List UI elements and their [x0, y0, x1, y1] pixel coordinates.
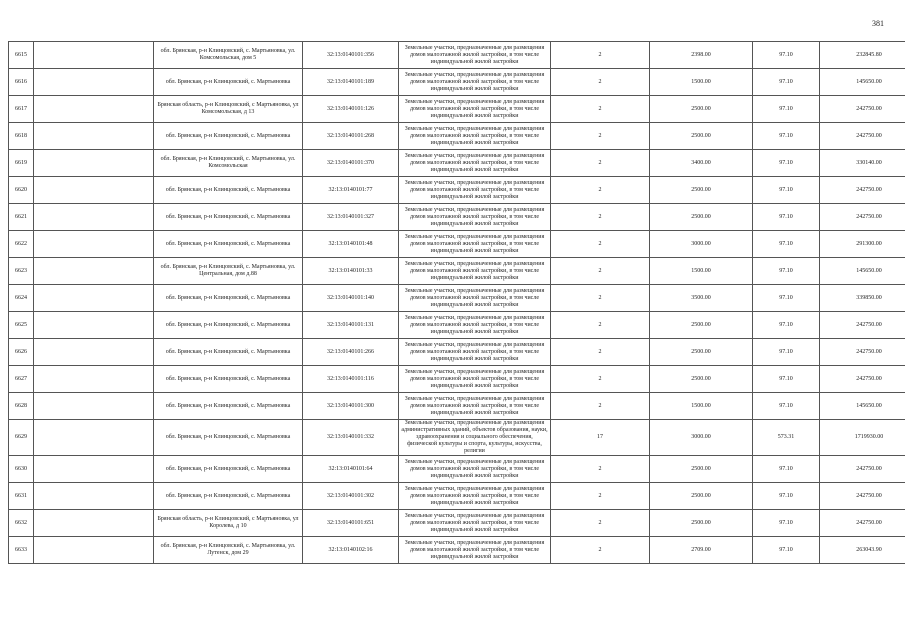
- group-cell: 2: [551, 339, 650, 366]
- rate-cell: 97.10: [753, 339, 820, 366]
- area-cell: 2398.00: [650, 42, 753, 69]
- rate-cell: 97.10: [753, 42, 820, 69]
- address-cell: обл. Брянская, р-н Клинцовский, с. Мартьяновка: [154, 69, 303, 96]
- row-number: 6618: [9, 123, 34, 150]
- cadastral-value-cell: 242750.00: [820, 204, 905, 231]
- table-row: [9, 231, 905, 258]
- row-number: 6622: [9, 231, 34, 258]
- area-cell: 2500.00: [650, 177, 753, 204]
- empty-cell: [34, 312, 154, 339]
- cadastral-value-cell: 1719930.00: [820, 420, 905, 456]
- cadastral-number-cell: 32:13:0140101:300: [303, 393, 399, 420]
- row-number: 6630: [9, 456, 34, 483]
- row-number: 6621: [9, 204, 34, 231]
- land-use-cell: Земельные участки, предназначенные для размещения домов малоэтажной жилой застройки, в том числе индивидуальной жилой застройки: [399, 204, 551, 231]
- land-use-cell: Земельные участки, предназначенные для размещения домов малоэтажной жилой застройки, в том числе индивидуальной жилой застройки: [399, 150, 551, 177]
- address-cell: обл. Брянская, р-н Клинцовский, с. Мартьяновка: [154, 420, 303, 456]
- cadastral-value-cell: 242750.00: [820, 339, 905, 366]
- area-cell: 3400.00: [650, 150, 753, 177]
- row-number: 6624: [9, 285, 34, 312]
- empty-cell: [34, 96, 154, 123]
- address-cell: обл. Брянская, р-н Клинцовский, с. Мартьяновка, ул. Комсомольская: [154, 150, 303, 177]
- group-cell: 2: [551, 510, 650, 537]
- address-cell: обл. Брянская, р-н Клинцовский, с. Мартьяновка, ул. Комсомольская, дом 5: [154, 42, 303, 69]
- empty-cell: [34, 285, 154, 312]
- area-cell: 1500.00: [650, 69, 753, 96]
- address-cell: обл. Брянская, р-н Клинцовский, с. Мартьяновка, ул. Лутенск, дом 29: [154, 537, 303, 564]
- cadastral-value-cell: 242750.00: [820, 456, 905, 483]
- cadastral-value-cell: 145650.00: [820, 258, 905, 285]
- empty-cell: [34, 456, 154, 483]
- table-row: [9, 204, 905, 231]
- land-use-cell: Земельные участки, предназначенные для размещения домов малоэтажной жилой застройки, в том числе индивидуальной жилой застройки: [399, 42, 551, 69]
- rate-cell: 97.10: [753, 96, 820, 123]
- cadastral-number-cell: 32:13:0140101:268: [303, 123, 399, 150]
- cadastral-number-cell: 32:13:0140101:332: [303, 420, 399, 456]
- rate-cell: 573.31: [753, 420, 820, 456]
- empty-cell: [34, 150, 154, 177]
- address-cell: обл. Брянская, р-н Клинцовский, с. Мартьяновка: [154, 123, 303, 150]
- address-cell: обл. Брянская, р-н Клинцовский, с. Мартьяновка: [154, 456, 303, 483]
- cadastral-number-cell: 32:13:0140101:64: [303, 456, 399, 483]
- land-use-cell: Земельные участки, предназначенные для размещения домов малоэтажной жилой застройки, в том числе индивидуальной жилой застройки: [399, 123, 551, 150]
- cadastral-number-cell: 32:13:0140101:356: [303, 42, 399, 69]
- rate-cell: 97.10: [753, 69, 820, 96]
- row-number: 6632: [9, 510, 34, 537]
- address-cell: обл. Брянская, р-н Клинцовский, с. Мартьяновка: [154, 204, 303, 231]
- cadastral-value-cell: 232845.80: [820, 42, 905, 69]
- empty-cell: [34, 258, 154, 285]
- land-parcels-table: [8, 41, 905, 564]
- area-cell: 3500.00: [650, 285, 753, 312]
- table-row: [9, 285, 905, 312]
- cadastral-number-cell: 32:13:0140101:302: [303, 483, 399, 510]
- rate-cell: 97.10: [753, 258, 820, 285]
- cadastral-number-cell: 32:13:0140101:48: [303, 231, 399, 258]
- cadastral-value-cell: 330140.00: [820, 150, 905, 177]
- address-cell: обл. Брянская, р-н Клинцовский, с. Мартьяновка: [154, 393, 303, 420]
- land-use-cell: Земельные участки, предназначенные для размещения домов малоэтажной жилой застройки, в том числе индивидуальной жилой застройки: [399, 537, 551, 564]
- group-cell: 2: [551, 366, 650, 393]
- empty-cell: [34, 510, 154, 537]
- area-cell: 2500.00: [650, 204, 753, 231]
- group-cell: 2: [551, 456, 650, 483]
- address-cell: обл. Брянская, р-н Клинцовский, с. Мартьяновка: [154, 366, 303, 393]
- land-use-cell: Земельные участки, предназначенные для размещения домов малоэтажной жилой застройки, в том числе индивидуальной жилой застройки: [399, 96, 551, 123]
- empty-cell: [34, 420, 154, 456]
- address-cell: обл. Брянская, р-н Клинцовский, с. Мартьяновка: [154, 231, 303, 258]
- row-number: 6625: [9, 312, 34, 339]
- table-body: [9, 42, 905, 564]
- table-row: [9, 312, 905, 339]
- row-number: 6615: [9, 42, 34, 69]
- row-number: 6619: [9, 150, 34, 177]
- cadastral-value-cell: 242750.00: [820, 312, 905, 339]
- row-number: 6627: [9, 366, 34, 393]
- table-row: [9, 510, 905, 537]
- rate-cell: 97.10: [753, 150, 820, 177]
- cadastral-value-cell: 242750.00: [820, 483, 905, 510]
- row-number: 6617: [9, 96, 34, 123]
- area-cell: 1500.00: [650, 258, 753, 285]
- group-cell: 2: [551, 537, 650, 564]
- rate-cell: 97.10: [753, 285, 820, 312]
- cadastral-number-cell: 32:13:0140101:651: [303, 510, 399, 537]
- area-cell: 2500.00: [650, 510, 753, 537]
- row-number: 6623: [9, 258, 34, 285]
- rate-cell: 97.10: [753, 177, 820, 204]
- row-number: 6633: [9, 537, 34, 564]
- land-use-cell: Земельные участки, предназначенные для размещения домов малоэтажной жилой застройки, в том числе индивидуальной жилой застройки: [399, 393, 551, 420]
- table-row: [9, 69, 905, 96]
- empty-cell: [34, 204, 154, 231]
- table-row: [9, 420, 905, 456]
- group-cell: 2: [551, 123, 650, 150]
- group-cell: 2: [551, 258, 650, 285]
- group-cell: 2: [551, 69, 650, 96]
- rate-cell: 97.10: [753, 510, 820, 537]
- land-use-cell: Земельные участки, предназначенные для размещения домов малоэтажной жилой застройки, в том числе индивидуальной жилой застройки: [399, 366, 551, 393]
- rate-cell: 97.10: [753, 393, 820, 420]
- land-use-cell: Земельные участки, предназначенные для размещения домов малоэтажной жилой застройки, в том числе индивидуальной жилой застройки: [399, 339, 551, 366]
- page-number: 381: [872, 19, 884, 28]
- land-use-cell: Земельные участки, предназначенные для размещения административных зданий, объектов образования, науки, здравоохранения и социального обеспечения, физической культуры и спорта, культуры, искусства, религии: [399, 420, 551, 456]
- table-row: [9, 537, 905, 564]
- cadastral-number-cell: 32:13:0140101:126: [303, 96, 399, 123]
- address-cell: обл. Брянская, р-н Клинцовский, с. Мартьяновка: [154, 312, 303, 339]
- table-row: [9, 42, 905, 69]
- cadastral-value-cell: 339850.00: [820, 285, 905, 312]
- empty-cell: [34, 177, 154, 204]
- cadastral-number-cell: 32:13:0140101:77: [303, 177, 399, 204]
- area-cell: 3000.00: [650, 231, 753, 258]
- land-use-cell: Земельные участки, предназначенные для размещения домов малоэтажной жилой застройки, в том числе индивидуальной жилой застройки: [399, 258, 551, 285]
- address-cell: обл. Брянская, р-н Клинцовский, с. Мартьяновка: [154, 285, 303, 312]
- table-row: [9, 96, 905, 123]
- area-cell: 2500.00: [650, 96, 753, 123]
- group-cell: 2: [551, 150, 650, 177]
- address-cell: обл. Брянская, р-н Клинцовский, с. Мартьяновка: [154, 177, 303, 204]
- cadastral-number-cell: 32:13:0140101:327: [303, 204, 399, 231]
- table-row: [9, 483, 905, 510]
- area-cell: 2500.00: [650, 366, 753, 393]
- row-number: 6629: [9, 420, 34, 456]
- empty-cell: [34, 537, 154, 564]
- area-cell: 1500.00: [650, 393, 753, 420]
- land-use-cell: Земельные участки, предназначенные для размещения домов малоэтажной жилой застройки, в том числе индивидуальной жилой застройки: [399, 510, 551, 537]
- land-use-cell: Земельные участки, предназначенные для размещения домов малоэтажной жилой застройки, в том числе индивидуальной жилой застройки: [399, 285, 551, 312]
- address-cell: обл. Брянская, р-н Клинцовский, с. Мартьяновка, ул. Центральная, дом д.88: [154, 258, 303, 285]
- empty-cell: [34, 231, 154, 258]
- area-cell: 2500.00: [650, 456, 753, 483]
- area-cell: 2500.00: [650, 312, 753, 339]
- cadastral-number-cell: 32:13:0140101:266: [303, 339, 399, 366]
- area-cell: 2500.00: [650, 339, 753, 366]
- cadastral-value-cell: 242750.00: [820, 510, 905, 537]
- group-cell: 2: [551, 483, 650, 510]
- group-cell: 2: [551, 393, 650, 420]
- group-cell: 17: [551, 420, 650, 456]
- cadastral-number-cell: 32:13:0140101:33: [303, 258, 399, 285]
- group-cell: 2: [551, 204, 650, 231]
- land-use-cell: Земельные участки, предназначенные для размещения домов малоэтажной жилой застройки, в том числе индивидуальной жилой застройки: [399, 69, 551, 96]
- cadastral-number-cell: 32:13:0140102:16: [303, 537, 399, 564]
- area-cell: 2500.00: [650, 483, 753, 510]
- empty-cell: [34, 366, 154, 393]
- address-cell: Брянская область, р-н Клинцовский, с Мартьяновка, ул Комсомольская, д 13: [154, 96, 303, 123]
- group-cell: 2: [551, 177, 650, 204]
- table-row: [9, 393, 905, 420]
- rate-cell: 97.10: [753, 456, 820, 483]
- group-cell: 2: [551, 231, 650, 258]
- address-cell: обл. Брянская, р-н Клинцовский, с. Мартьяновка: [154, 483, 303, 510]
- empty-cell: [34, 339, 154, 366]
- table-row: [9, 339, 905, 366]
- land-use-cell: Земельные участки, предназначенные для размещения домов малоэтажной жилой застройки, в том числе индивидуальной жилой застройки: [399, 456, 551, 483]
- cadastral-value-cell: 291300.00: [820, 231, 905, 258]
- row-number: 6628: [9, 393, 34, 420]
- cadastral-number-cell: 32:13:0140101:116: [303, 366, 399, 393]
- address-cell: обл. Брянская, р-н Клинцовский, с. Мартьяновка: [154, 339, 303, 366]
- rate-cell: 97.10: [753, 537, 820, 564]
- rate-cell: 97.10: [753, 366, 820, 393]
- cadastral-number-cell: 32:13:0140101:189: [303, 69, 399, 96]
- cadastral-number-cell: 32:13:0140101:131: [303, 312, 399, 339]
- cadastral-value-cell: 242750.00: [820, 177, 905, 204]
- rate-cell: 97.10: [753, 483, 820, 510]
- address-cell: Брянская область, р-н Клинцовский, с Мартьяновка, ул Королева, д 10: [154, 510, 303, 537]
- group-cell: 2: [551, 285, 650, 312]
- cadastral-value-cell: 242750.00: [820, 366, 905, 393]
- area-cell: 3000.00: [650, 420, 753, 456]
- area-cell: 2709.00: [650, 537, 753, 564]
- rate-cell: 97.10: [753, 123, 820, 150]
- empty-cell: [34, 393, 154, 420]
- empty-cell: [34, 42, 154, 69]
- table-row: [9, 366, 905, 393]
- rate-cell: 97.10: [753, 312, 820, 339]
- table-row: [9, 177, 905, 204]
- row-number: 6626: [9, 339, 34, 366]
- table-row: [9, 258, 905, 285]
- land-use-cell: Земельные участки, предназначенные для размещения домов малоэтажной жилой застройки, в том числе индивидуальной жилой застройки: [399, 231, 551, 258]
- group-cell: 2: [551, 312, 650, 339]
- cadastral-value-cell: 145650.00: [820, 393, 905, 420]
- land-use-cell: Земельные участки, предназначенные для размещения домов малоэтажной жилой застройки, в том числе индивидуальной жилой застройки: [399, 483, 551, 510]
- row-number: 6616: [9, 69, 34, 96]
- empty-cell: [34, 123, 154, 150]
- table-row: [9, 150, 905, 177]
- group-cell: 2: [551, 42, 650, 69]
- empty-cell: [34, 69, 154, 96]
- rate-cell: 97.10: [753, 204, 820, 231]
- cadastral-number-cell: 32:13:0140101:140: [303, 285, 399, 312]
- row-number: 6631: [9, 483, 34, 510]
- cadastral-value-cell: 145650.00: [820, 69, 905, 96]
- table-row: [9, 123, 905, 150]
- row-number: 6620: [9, 177, 34, 204]
- rate-cell: 97.10: [753, 231, 820, 258]
- area-cell: 2500.00: [650, 123, 753, 150]
- cadastral-value-cell: 242750.00: [820, 96, 905, 123]
- land-use-cell: Земельные участки, предназначенные для размещения домов малоэтажной жилой застройки, в том числе индивидуальной жилой застройки: [399, 312, 551, 339]
- table-row: [9, 456, 905, 483]
- cadastral-number-cell: 32:13:0140101:370: [303, 150, 399, 177]
- empty-cell: [34, 483, 154, 510]
- cadastral-value-cell: 263043.90: [820, 537, 905, 564]
- land-use-cell: Земельные участки, предназначенные для размещения домов малоэтажной жилой застройки, в том числе индивидуальной жилой застройки: [399, 177, 551, 204]
- group-cell: 2: [551, 96, 650, 123]
- cadastral-value-cell: 242750.00: [820, 123, 905, 150]
